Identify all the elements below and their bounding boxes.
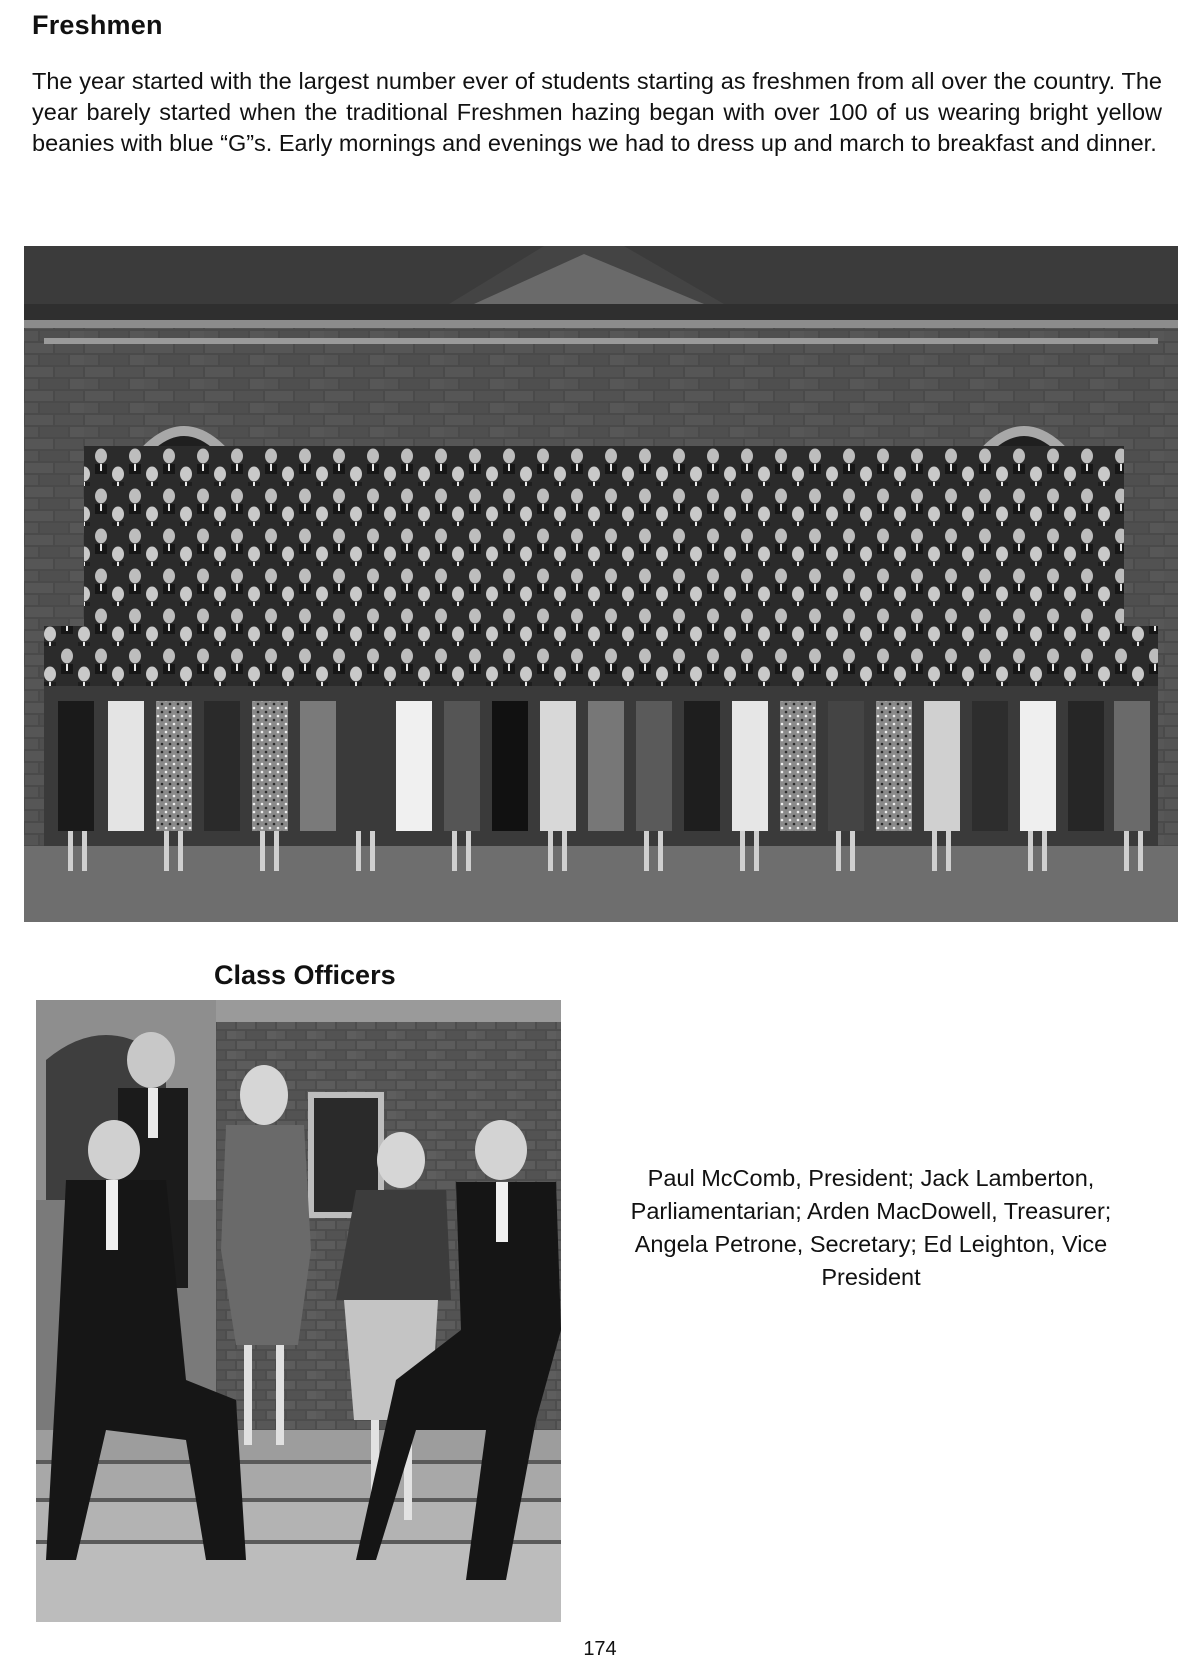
officers-caption: Paul McComb, President; Jack Lamberton, Parliamentarian; Arden MacDowell, Treasurer; Angela Petrone, Secretary; Ed Leighton, Vice President xyxy=(630,1165,1112,1290)
freshmen-group-photo xyxy=(24,246,1178,922)
class-officers-title: Class Officers xyxy=(214,960,396,990)
group-photo-illustration xyxy=(24,246,1178,922)
section-title: Freshmen xyxy=(32,10,163,40)
intro-paragraph: The year started with the largest number ever of students starting as freshmen from all over the country. The year barely started when the traditional Freshmen hazing began with over 100 of us wearing bright yellow beanies with blue “G”s. Early mornings and evenings we had to dress up and march to breakfast and dinner. xyxy=(32,68,1162,156)
class-officers-photo xyxy=(36,1000,561,1622)
page-number: 174 xyxy=(583,1638,617,1660)
officers-photo-illustration xyxy=(36,1000,561,1622)
